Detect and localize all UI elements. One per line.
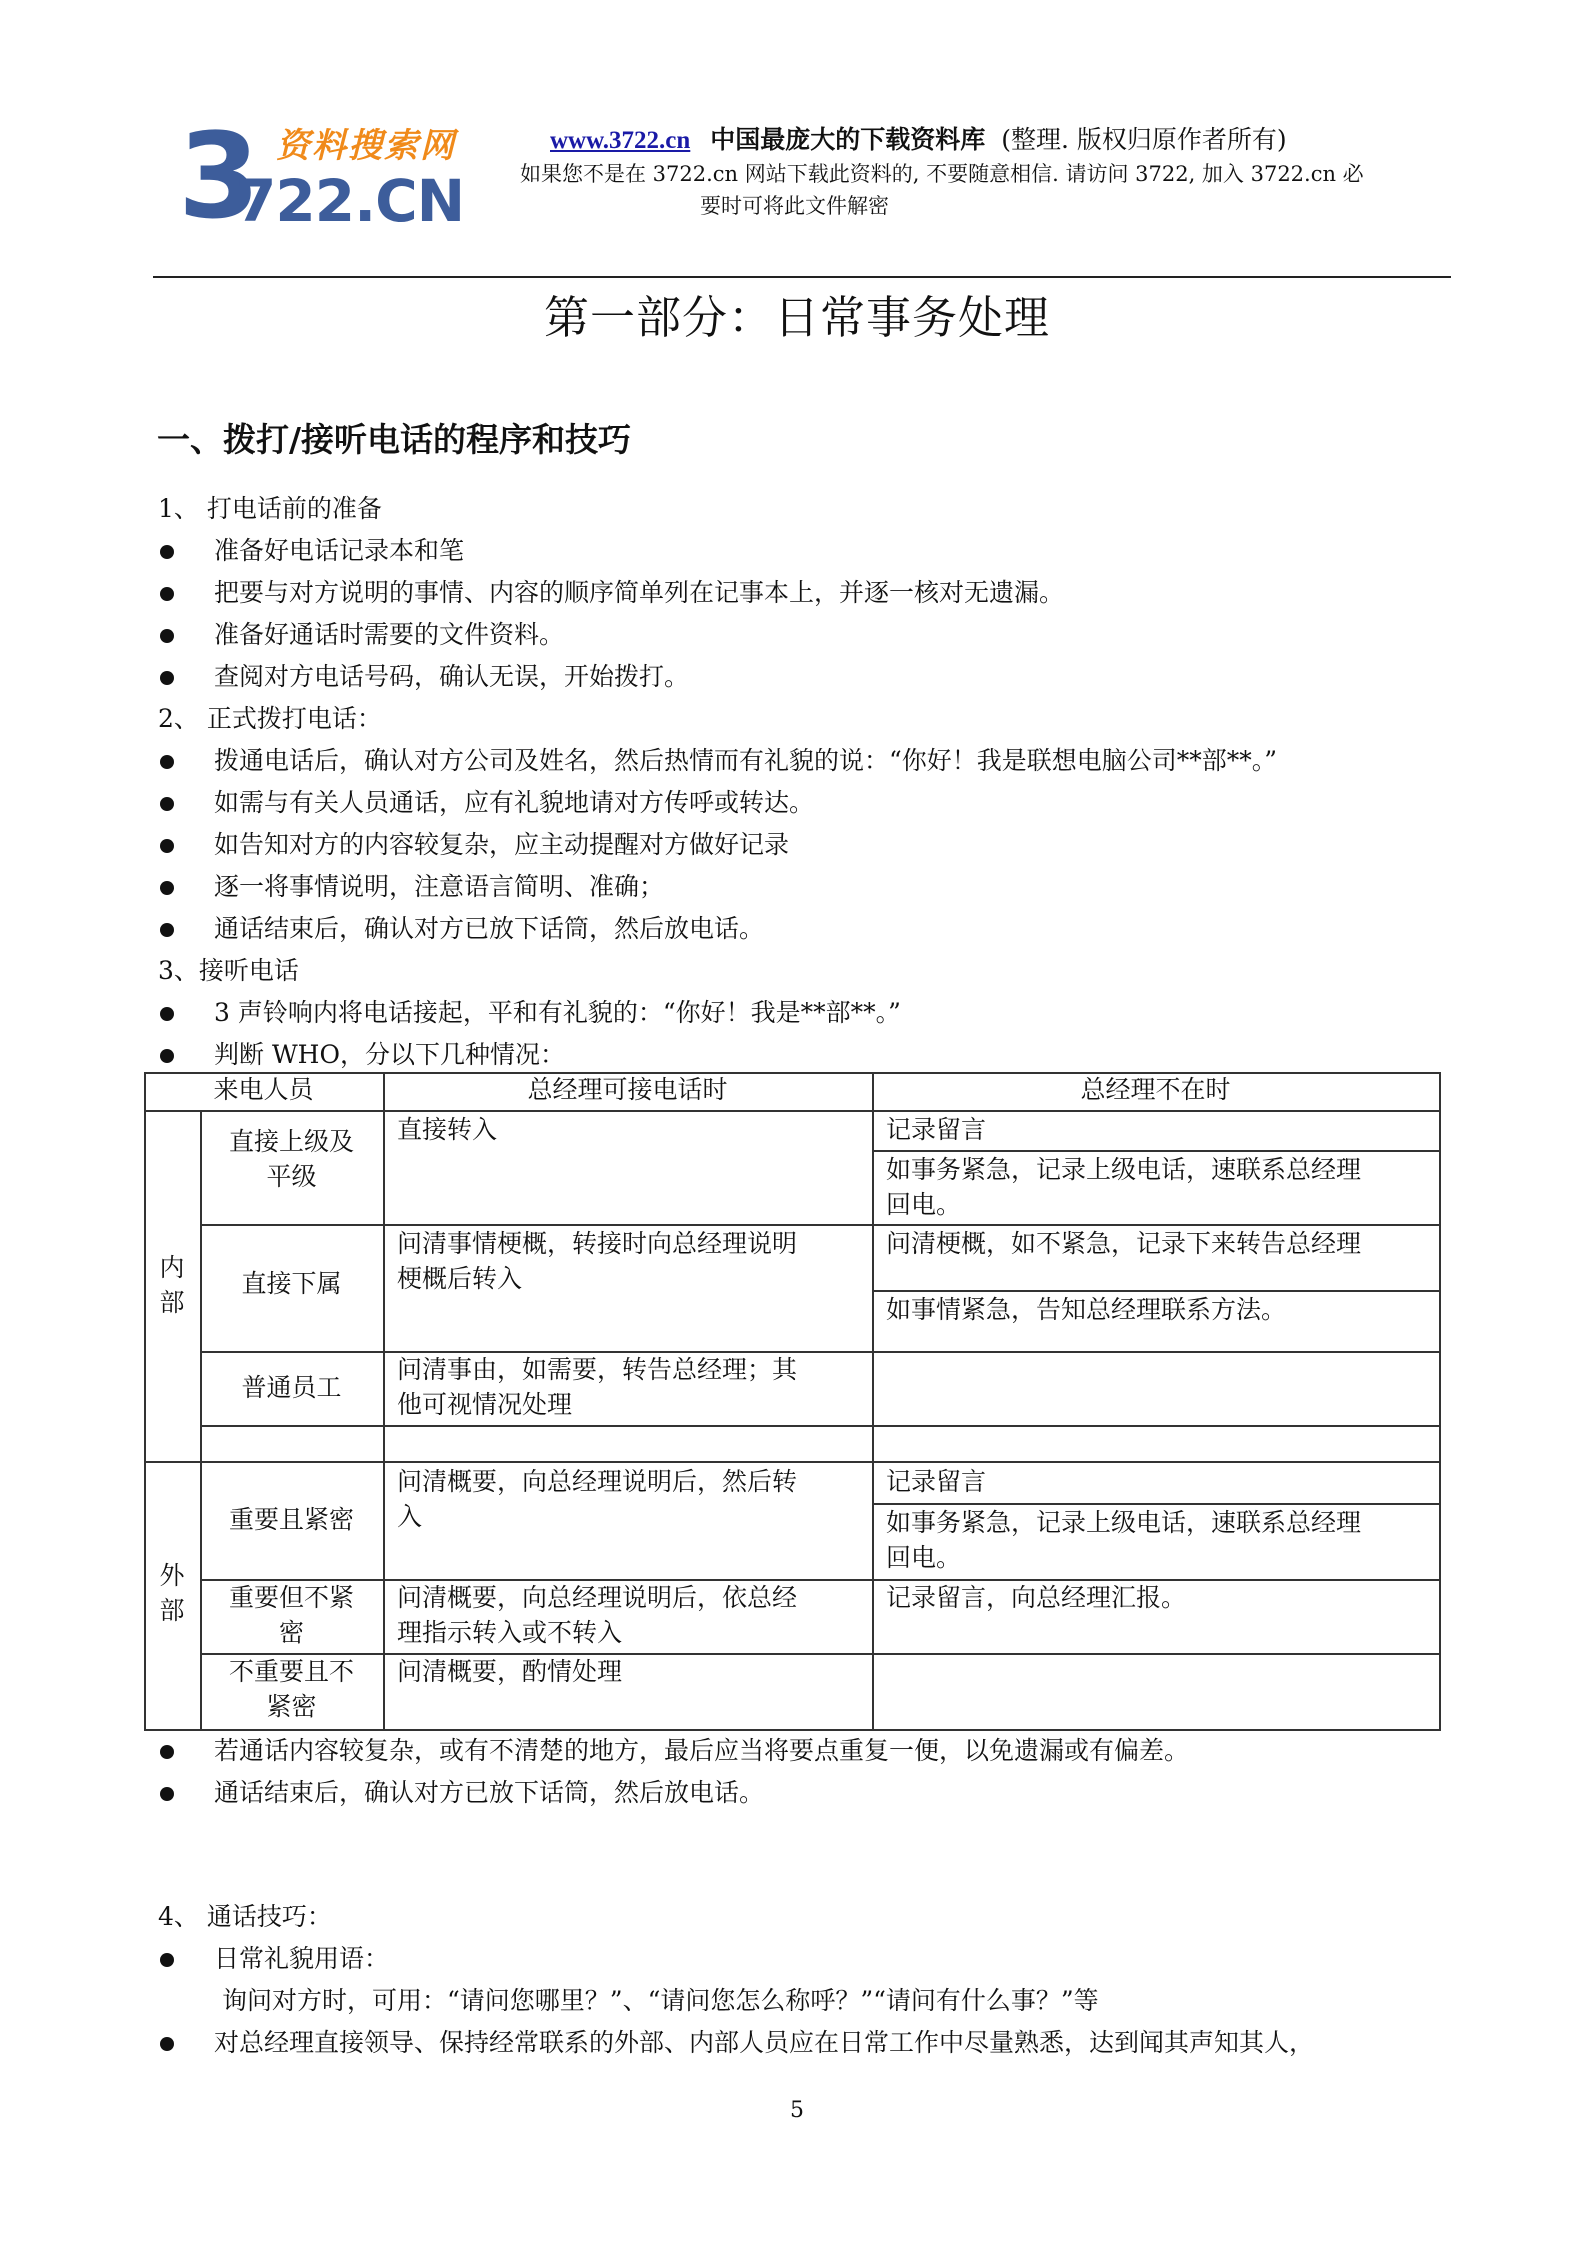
manager-available-cell	[397, 1464, 862, 1534]
header-line-1	[550, 120, 1287, 156]
manager-available-cell	[397, 1352, 862, 1422]
subheading: 3、接听电话	[158, 956, 299, 985]
paragraph-line: 询问对方时，可用：“请问您哪里？”、“请问您怎么称呼？”“请问有什么事？”等	[222, 1986, 1099, 2015]
manager-available-cell-line: 问清概要，酌情处理	[397, 1657, 623, 1686]
group-label-internal-line: 部	[159, 1288, 185, 1317]
table-header-cell: 总经理可接电话时	[527, 1075, 728, 1104]
bullet-dot-icon	[160, 545, 174, 559]
table-rule	[200, 1425, 1439, 1427]
manager-absent-cell	[886, 1152, 1433, 1222]
caller-type-cell	[200, 1654, 383, 1724]
caller-type-cell-line: 直接上级及	[228, 1127, 354, 1156]
table-rule	[872, 1072, 874, 1729]
manager-available-cell-line: 他可视情况处理	[397, 1390, 573, 1419]
page-number: 5	[790, 2098, 804, 2123]
notice-line-1: 如果您不是在 3722.cn 网站下载此资料的, 不要随意相信. 请访问 3722, 加入 3722.cn 必	[520, 162, 1364, 186]
group-label-internal	[144, 1250, 200, 1320]
section-heading: 一、拨打/接听电话的程序和技巧	[157, 420, 632, 459]
bullet-dot-icon	[160, 2037, 174, 2051]
bullet-item: 准备好电话记录本和笔	[214, 536, 465, 565]
subheading: 2、 正式拨打电话：	[158, 704, 382, 733]
bullet-dot-icon	[160, 839, 174, 853]
manager-absent-cell-line: 记录留言	[886, 1115, 987, 1144]
bullet-dot-icon	[160, 923, 174, 937]
bullet-item: 查阅对方电话号码，确认无误，开始拨打。	[214, 662, 690, 691]
caller-type-cell-line: 重要且紧密	[228, 1505, 354, 1534]
library-name: 中国最庞大的下载资料库	[710, 125, 986, 154]
manager-absent-cell	[886, 1580, 1433, 1615]
group-label-external	[144, 1558, 200, 1628]
bullet-dot-icon	[160, 671, 174, 685]
caller-type-cell-line: 紧密	[266, 1692, 317, 1721]
caller-type-cell	[200, 1266, 383, 1301]
manager-absent-cell	[886, 1464, 1433, 1499]
bullet-item: 拨通电话后，确认对方公司及姓名，然后热情而有礼貌的说：“你好！我是联想电脑公司**部**。”	[214, 746, 1278, 775]
bullet-dot-icon	[160, 1049, 174, 1063]
caller-type-cell	[200, 1502, 383, 1537]
manager-absent-cell-line: 如事务紧急，记录上级电话，速联系总经理	[886, 1155, 1362, 1184]
bullet-dot-icon	[160, 587, 174, 601]
manager-available-cell	[397, 1654, 862, 1689]
group-label-internal-line: 内	[159, 1253, 185, 1282]
group-label-external-line: 部	[159, 1596, 185, 1625]
manager-available-cell-line: 梗概后转入	[397, 1264, 523, 1293]
manager-absent-cell-line: 记录留言	[886, 1467, 987, 1496]
table-rule	[144, 1072, 146, 1729]
bullet-item: 日常礼貌用语：	[214, 1944, 390, 1973]
bullet-item: 如需与有关人员通话，应有礼貌地请对方传呼或转达。	[214, 788, 815, 817]
caller-type-cell	[200, 1580, 383, 1650]
manager-absent-cell	[886, 1505, 1433, 1575]
bullet-item: 3 声铃响内将电话接起，平和有礼貌的：“你好！我是**部**。”	[214, 998, 901, 1027]
manager-available-cell-line: 问清事情梗概，转接时向总经理说明	[397, 1229, 798, 1258]
manager-absent-cell-line: 记录留言，向总经理汇报。	[886, 1583, 1187, 1612]
manager-absent-cell	[886, 1292, 1433, 1327]
manager-available-cell	[397, 1112, 862, 1147]
manager-absent-cell-line: 问清梗概，如不紧急，记录下来转告总经理	[886, 1229, 1362, 1258]
logo-tagline: 资料搜索网	[276, 126, 456, 166]
table-rule	[1439, 1072, 1441, 1729]
caller-type-cell-line: 重要但不紧	[228, 1583, 354, 1612]
bullet-item: 通话结束后，确认对方已放下话筒，然后放电话。	[214, 1778, 765, 1807]
bullet-item: 对总经理直接领导、保持经常联系的外部、内部人员应在日常工作中尽量熟悉，达到闻其声知其人，	[214, 2028, 1315, 2057]
table-header-cell: 来电人员	[213, 1075, 314, 1104]
part-title: 第一部分：日常事务处理	[543, 291, 1050, 344]
site-url-link[interactable]: www.3722.cn	[550, 127, 691, 154]
bullet-dot-icon	[160, 881, 174, 895]
table-rule	[144, 1729, 1441, 1731]
call-handling-table	[144, 1072, 1439, 1729]
manager-available-cell-line: 问清概要，向总经理说明后，依总经	[397, 1583, 798, 1612]
bullet-dot-icon	[160, 1953, 174, 1967]
manager-absent-cell-line: 回电。	[886, 1190, 962, 1219]
bullet-item: 若通话内容较复杂，或有不清楚的地方，最后应当将要点重复一便，以免遗漏或有偏差。	[214, 1736, 1190, 1765]
group-label-external-line: 外	[159, 1561, 185, 1590]
bullet-dot-icon	[160, 1787, 174, 1801]
caller-type-cell-line: 直接下属	[241, 1269, 342, 1298]
caller-type-cell	[200, 1370, 383, 1405]
manager-available-cell-line: 入	[397, 1502, 423, 1531]
bullet-item: 通话结束后，确认对方已放下话筒，然后放电话。	[214, 914, 765, 943]
table-rule	[383, 1072, 385, 1729]
caller-type-cell-line: 平级	[266, 1162, 317, 1191]
logo-mark-big: 3	[178, 107, 257, 245]
bullet-item: 把要与对方说明的事情、内容的顺序简单列在记事本上，并逐一核对无遗漏。	[214, 578, 1065, 607]
bullet-item: 如告知对方的内容较复杂，应主动提醒对方做好记录	[214, 830, 790, 859]
copyright-note: (整理. 版权归原作者所有)	[1001, 125, 1287, 154]
manager-available-cell-line: 问清事由，如需要，转告总经理；其	[397, 1355, 798, 1384]
manager-absent-cell-line: 如事情紧急，告知总经理联系方法。	[886, 1295, 1287, 1324]
caller-type-cell-line: 密	[278, 1618, 304, 1647]
manager-absent-cell-line: 如事务紧急，记录上级电话，速联系总经理	[886, 1508, 1362, 1537]
notice-line-2: 要时可将此文件解密	[700, 194, 889, 218]
bullet-dot-icon	[160, 1745, 174, 1759]
logo-mark-rest: 722.CN	[236, 167, 465, 235]
subheading: 4、 通话技巧：	[158, 1902, 332, 1931]
bullet-dot-icon	[160, 629, 174, 643]
manager-available-cell	[397, 1580, 862, 1650]
bullet-dot-icon	[160, 797, 174, 811]
caller-type-cell-line: 不重要且不	[228, 1657, 354, 1686]
manager-absent-cell	[886, 1112, 1433, 1147]
table-rule	[144, 1461, 1439, 1463]
bullet-item: 准备好通话时需要的文件资料。	[214, 620, 565, 649]
manager-available-cell-line: 问清概要，向总经理说明后，然后转	[397, 1467, 798, 1496]
header-divider	[153, 276, 1451, 278]
bullet-item: 判断 WHO，分以下几种情况：	[214, 1040, 565, 1069]
site-logo	[178, 107, 498, 245]
caller-type-cell-line: 普通员工	[241, 1373, 342, 1402]
subheading: 1、 打电话前的准备	[158, 494, 382, 523]
manager-absent-cell-line: 回电。	[886, 1543, 962, 1572]
manager-absent-cell	[886, 1226, 1433, 1261]
table-header-cell: 总经理不在时	[1080, 1075, 1231, 1104]
manager-available-cell-line: 理指示转入或不转入	[397, 1618, 623, 1647]
manager-available-cell-line: 直接转入	[397, 1115, 498, 1144]
bullet-dot-icon	[160, 755, 174, 769]
bullet-item: 逐一将事情说明，注意语言简明、准确；	[214, 872, 665, 901]
caller-type-cell	[200, 1124, 383, 1194]
manager-available-cell	[397, 1226, 862, 1296]
bullet-dot-icon	[160, 1007, 174, 1021]
